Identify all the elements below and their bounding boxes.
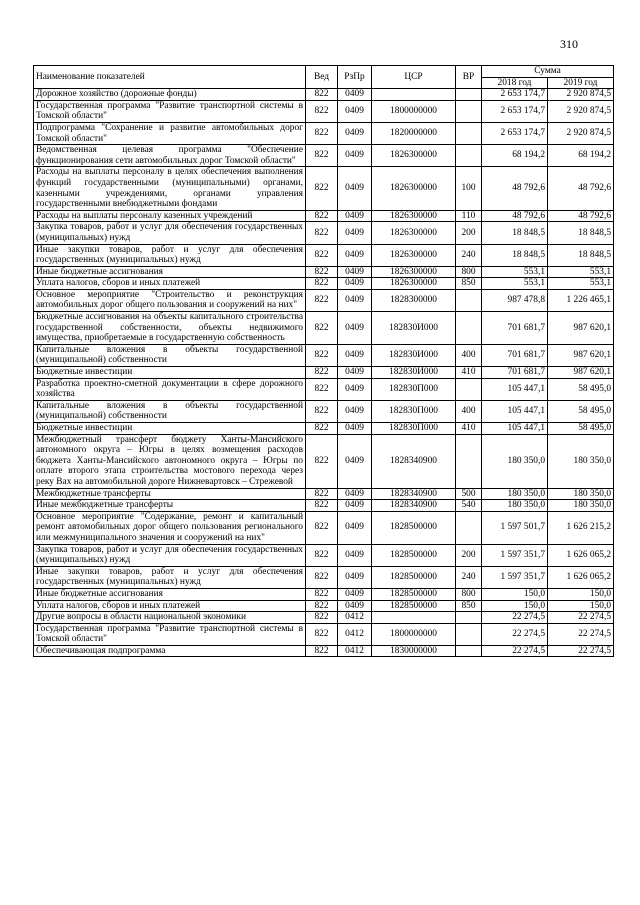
row-name: Дорожное хозяйство (дорожные фонды)	[34, 89, 306, 101]
row-vr	[456, 89, 482, 101]
table-row	[34, 89, 614, 101]
row-sum-2018: 48 792,6	[482, 167, 548, 210]
table-row	[34, 600, 614, 612]
row-ved: 822	[306, 378, 338, 400]
row-rzpr: 0409	[338, 244, 372, 266]
row-sum-2019: 553,1	[548, 266, 614, 278]
row-ved: 822	[306, 434, 338, 488]
row-sum-2019: 180 350,0	[548, 434, 614, 488]
row-ved: 822	[306, 344, 338, 366]
row-sum-2019: 2 920 874,5	[548, 122, 614, 144]
row-sum-2018: 105 447,1	[482, 378, 548, 400]
row-sum-2019: 22 274,5	[548, 623, 614, 645]
row-vr: 240	[456, 244, 482, 266]
header-vr: ВР	[456, 66, 482, 89]
table-row	[34, 378, 614, 400]
row-sum-2018: 105 447,1	[482, 400, 548, 422]
row-ved: 822	[306, 423, 338, 435]
row-ved: 822	[306, 623, 338, 645]
row-sum-2018: 701 681,7	[482, 344, 548, 366]
table-row	[34, 500, 614, 512]
table-row	[34, 100, 614, 122]
row-csr: 1826300000	[372, 222, 456, 244]
row-sum-2018: 2 653 174,7	[482, 89, 548, 101]
row-sum-2019: 58 495,0	[548, 400, 614, 422]
row-rzpr: 0409	[338, 500, 372, 512]
row-vr	[456, 100, 482, 122]
table-row	[34, 511, 614, 544]
header-name: Наименование показателей	[34, 66, 306, 89]
row-sum-2019: 22 274,5	[548, 645, 614, 657]
row-ved: 822	[306, 222, 338, 244]
header-ved: Вед	[306, 66, 338, 89]
row-vr: 850	[456, 278, 482, 290]
row-vr	[456, 623, 482, 645]
row-sum-2018: 553,1	[482, 278, 548, 290]
row-ved: 822	[306, 89, 338, 101]
row-sum-2018: 150,0	[482, 588, 548, 600]
row-csr: 1826300000	[372, 278, 456, 290]
row-csr: 182830П000	[372, 400, 456, 422]
row-vr: 800	[456, 588, 482, 600]
row-sum-2018: 553,1	[482, 266, 548, 278]
row-sum-2018: 180 350,0	[482, 488, 548, 500]
row-vr	[456, 434, 482, 488]
row-ved: 822	[306, 167, 338, 210]
row-sum-2019: 48 792,6	[548, 167, 614, 210]
header-sum: Сумма	[482, 66, 614, 78]
row-csr: 1826300000	[372, 244, 456, 266]
page-number: 310	[560, 37, 578, 51]
row-sum-2019: 987 620,1	[548, 367, 614, 379]
row-vr: 200	[456, 544, 482, 566]
row-sum-2018: 701 681,7	[482, 312, 548, 345]
row-csr: 182830П000	[372, 378, 456, 400]
row-csr	[372, 612, 456, 624]
row-vr: 400	[456, 400, 482, 422]
row-vr: 100	[456, 167, 482, 210]
row-rzpr: 0412	[338, 612, 372, 624]
row-vr	[456, 122, 482, 144]
row-ved: 822	[306, 500, 338, 512]
row-rzpr: 0409	[338, 222, 372, 244]
header-rzpr: РзПр	[338, 66, 372, 89]
row-sum-2018: 22 274,5	[482, 645, 548, 657]
row-ved: 822	[306, 210, 338, 222]
row-vr: 410	[456, 367, 482, 379]
row-csr: 1828500000	[372, 544, 456, 566]
row-ved: 822	[306, 278, 338, 290]
row-sum-2019: 48 792,6	[548, 210, 614, 222]
table-row	[34, 588, 614, 600]
table-row	[34, 145, 614, 167]
row-sum-2019: 22 274,5	[548, 612, 614, 624]
budget-table	[33, 65, 614, 657]
table-row	[34, 645, 614, 657]
row-sum-2018: 987 478,8	[482, 289, 548, 311]
row-sum-2019: 2 920 874,5	[548, 100, 614, 122]
row-rzpr: 0412	[338, 623, 372, 645]
table-row	[34, 167, 614, 210]
row-sum-2018: 48 792,6	[482, 210, 548, 222]
row-csr: 1826300000	[372, 210, 456, 222]
row-sum-2019: 150,0	[548, 600, 614, 612]
row-ved: 822	[306, 266, 338, 278]
row-name: Подпрограмма "Сохранение и развитие автомобильных дорог Томской области"	[34, 122, 306, 144]
row-ved: 822	[306, 312, 338, 345]
row-csr: 182830И000	[372, 312, 456, 345]
row-name: Другие вопросы в области национальной экономики	[34, 612, 306, 624]
row-csr: 1826300000	[372, 266, 456, 278]
row-rzpr: 0409	[338, 400, 372, 422]
row-rzpr: 0409	[338, 488, 372, 500]
row-sum-2019: 180 350,0	[548, 488, 614, 500]
row-name: Межбюджетный трансферт бюджету Ханты-Мансийского автономного округа – Югры в целях возмещения расходов бюджета Ханты-Мансийского автономного округа – Югры по оплате второго этапа строительства мостового перехода через реку Вах на автомобильной дороге Нижневартовск – Стрежевой	[34, 434, 306, 488]
table-row	[34, 244, 614, 266]
row-ved: 822	[306, 566, 338, 588]
row-vr: 240	[456, 566, 482, 588]
row-rzpr: 0409	[338, 600, 372, 612]
row-vr	[456, 511, 482, 544]
row-sum-2018: 68 194,2	[482, 145, 548, 167]
row-name: Закупка товаров, работ и услуг для обеспечения государственных (муниципальных) нужд	[34, 222, 306, 244]
row-ved: 822	[306, 488, 338, 500]
table-row	[34, 312, 614, 345]
row-name: Бюджетные инвестиции	[34, 423, 306, 435]
row-sum-2018: 2 653 174,7	[482, 122, 548, 144]
row-csr: 1800000000	[372, 623, 456, 645]
row-sum-2018: 180 350,0	[482, 500, 548, 512]
row-vr	[456, 312, 482, 345]
table-row	[34, 488, 614, 500]
row-name: Обеспечивающая подпрограмма	[34, 645, 306, 657]
row-sum-2019: 1 226 465,1	[548, 289, 614, 311]
row-name: Капитальные вложения в объекты государственной (муниципальной) собственности	[34, 344, 306, 366]
row-rzpr: 0409	[338, 89, 372, 101]
row-vr: 800	[456, 266, 482, 278]
row-rzpr: 0409	[338, 423, 372, 435]
row-sum-2018: 1 597 501,7	[482, 511, 548, 544]
row-rzpr: 0409	[338, 266, 372, 278]
row-ved: 822	[306, 511, 338, 544]
row-sum-2018: 105 447,1	[482, 423, 548, 435]
header-2018: 2018 год	[482, 77, 548, 89]
row-rzpr: 0409	[338, 122, 372, 144]
table-body	[34, 89, 614, 657]
row-rzpr: 0409	[338, 566, 372, 588]
row-vr: 400	[456, 344, 482, 366]
row-ved: 822	[306, 600, 338, 612]
table-row	[34, 623, 614, 645]
row-sum-2019: 553,1	[548, 278, 614, 290]
row-sum-2019: 18 848,5	[548, 244, 614, 266]
row-rzpr: 0409	[338, 289, 372, 311]
row-name: Расходы на выплаты персоналу казенных учреждений	[34, 210, 306, 222]
row-name: Основное мероприятие "Строительство и реконструкция автомобильных дорог общего пользования и сооружений на них"	[34, 289, 306, 311]
row-sum-2019: 180 350,0	[548, 500, 614, 512]
row-rzpr: 0409	[338, 210, 372, 222]
row-name: Капитальные вложения в объекты государственной (муниципальной) собственности	[34, 400, 306, 422]
row-sum-2019: 58 495,0	[548, 378, 614, 400]
header-csr: ЦСР	[372, 66, 456, 89]
row-vr	[456, 378, 482, 400]
table-row	[34, 566, 614, 588]
row-name: Ведомственная целевая программа "Обеспечение функционирования сети автомобильных дорог Томской области"	[34, 145, 306, 167]
table-row	[34, 122, 614, 144]
row-csr: 1826300000	[372, 145, 456, 167]
row-rzpr: 0409	[338, 511, 372, 544]
row-csr: 1800000000	[372, 100, 456, 122]
row-ved: 822	[306, 244, 338, 266]
table-header	[34, 66, 614, 89]
header-2019: 2019 год	[548, 77, 614, 89]
row-sum-2019: 987 620,1	[548, 344, 614, 366]
table-row	[34, 344, 614, 366]
row-sum-2019: 18 848,5	[548, 222, 614, 244]
row-rzpr: 0409	[338, 100, 372, 122]
row-vr	[456, 645, 482, 657]
row-vr	[456, 289, 482, 311]
row-rzpr: 0409	[338, 344, 372, 366]
row-vr: 410	[456, 423, 482, 435]
row-ved: 822	[306, 289, 338, 311]
row-csr: 1828340900	[372, 434, 456, 488]
row-sum-2018: 180 350,0	[482, 434, 548, 488]
row-sum-2019: 150,0	[548, 588, 614, 600]
row-name: Бюджетные ассигнования на объекты капитального строительства государственной собственности, объекты недвижимого имущества, приобретаемые в государственную собственность	[34, 312, 306, 345]
row-sum-2018: 1 597 351,7	[482, 544, 548, 566]
table-row	[34, 367, 614, 379]
row-sum-2018: 701 681,7	[482, 367, 548, 379]
row-name: Иные бюджетные ассигнования	[34, 588, 306, 600]
row-name: Основное мероприятие "Содержание, ремонт и капитальный ремонт автомобильных дорог общего пользования регионального или межмуниципального значения и сооружений на них"	[34, 511, 306, 544]
row-vr: 200	[456, 222, 482, 244]
row-name: Межбюджетные трансферты	[34, 488, 306, 500]
row-csr	[372, 89, 456, 101]
row-ved: 822	[306, 122, 338, 144]
row-rzpr: 0409	[338, 544, 372, 566]
row-rzpr: 0409	[338, 145, 372, 167]
table-row	[34, 612, 614, 624]
row-name: Расходы на выплаты персоналу в целях обеспечения выполнения функций государственными (муниципальными) органами, казенными учреждениями, органами управления государственными внебюджетными фондами	[34, 167, 306, 210]
table-row	[34, 423, 614, 435]
row-name: Иные закупки товаров, работ и услуг для обеспечения государственных (муниципальных) нужд	[34, 566, 306, 588]
row-rzpr: 0409	[338, 278, 372, 290]
row-sum-2018: 2 653 174,7	[482, 100, 548, 122]
row-ved: 822	[306, 367, 338, 379]
row-csr: 1828340900	[372, 500, 456, 512]
row-name: Бюджетные инвестиции	[34, 367, 306, 379]
row-sum-2019: 68 194,2	[548, 145, 614, 167]
row-rzpr: 0409	[338, 167, 372, 210]
row-vr: 500	[456, 488, 482, 500]
row-ved: 822	[306, 645, 338, 657]
row-csr: 1828500000	[372, 600, 456, 612]
row-csr: 1820000000	[372, 122, 456, 144]
row-rzpr: 0412	[338, 645, 372, 657]
row-rzpr: 0409	[338, 367, 372, 379]
row-sum-2019: 1 626 215,2	[548, 511, 614, 544]
row-csr: 1828500000	[372, 588, 456, 600]
row-sum-2018: 22 274,5	[482, 623, 548, 645]
row-csr: 1828500000	[372, 566, 456, 588]
row-vr: 110	[456, 210, 482, 222]
row-vr	[456, 612, 482, 624]
table-row	[34, 278, 614, 290]
row-csr: 182830И000	[372, 344, 456, 366]
row-ved: 822	[306, 400, 338, 422]
row-sum-2018: 18 848,5	[482, 222, 548, 244]
row-sum-2018: 150,0	[482, 600, 548, 612]
row-rzpr: 0409	[338, 434, 372, 488]
row-sum-2019: 58 495,0	[548, 423, 614, 435]
row-rzpr: 0409	[338, 312, 372, 345]
row-vr: 540	[456, 500, 482, 512]
row-vr	[456, 145, 482, 167]
table-row	[34, 222, 614, 244]
row-csr: 182830П000	[372, 423, 456, 435]
row-name: Разработка проектно-сметной документации в сфере дорожного хозяйства	[34, 378, 306, 400]
row-csr: 1828300000	[372, 289, 456, 311]
row-ved: 822	[306, 588, 338, 600]
table-row	[34, 210, 614, 222]
row-csr: 1828340900	[372, 488, 456, 500]
row-name: Государственная программа "Развитие транспортной системы в Томской области"	[34, 623, 306, 645]
row-name: Закупка товаров, работ и услуг для обеспечения государственных (муниципальных) нужд	[34, 544, 306, 566]
row-sum-2018: 18 848,5	[482, 244, 548, 266]
row-ved: 822	[306, 612, 338, 624]
table-row	[34, 434, 614, 488]
row-ved: 822	[306, 544, 338, 566]
row-csr: 182830И000	[372, 367, 456, 379]
row-name: Иные межбюджетные трансферты	[34, 500, 306, 512]
row-vr: 850	[456, 600, 482, 612]
row-csr: 1826300000	[372, 167, 456, 210]
row-name: Иные бюджетные ассигнования	[34, 266, 306, 278]
table-row	[34, 544, 614, 566]
row-name: Уплата налогов, сборов и иных платежей	[34, 278, 306, 290]
row-sum-2019: 987 620,1	[548, 312, 614, 345]
table-row	[34, 266, 614, 278]
row-sum-2018: 22 274,5	[482, 612, 548, 624]
row-name: Государственная программа "Развитие транспортной системы в Томской области"	[34, 100, 306, 122]
row-sum-2019: 2 920 874,5	[548, 89, 614, 101]
row-sum-2019: 1 626 065,2	[548, 544, 614, 566]
row-sum-2018: 1 597 351,7	[482, 566, 548, 588]
row-csr: 1830000000	[372, 645, 456, 657]
table-row	[34, 289, 614, 311]
row-ved: 822	[306, 145, 338, 167]
row-sum-2019: 1 626 065,2	[548, 566, 614, 588]
row-rzpr: 0409	[338, 588, 372, 600]
row-csr: 1828500000	[372, 511, 456, 544]
row-name: Уплата налогов, сборов и иных платежей	[34, 600, 306, 612]
row-name: Иные закупки товаров, работ и услуг для обеспечения государственных (муниципальных) нужд	[34, 244, 306, 266]
table-row	[34, 400, 614, 422]
row-ved: 822	[306, 100, 338, 122]
row-rzpr: 0409	[338, 378, 372, 400]
